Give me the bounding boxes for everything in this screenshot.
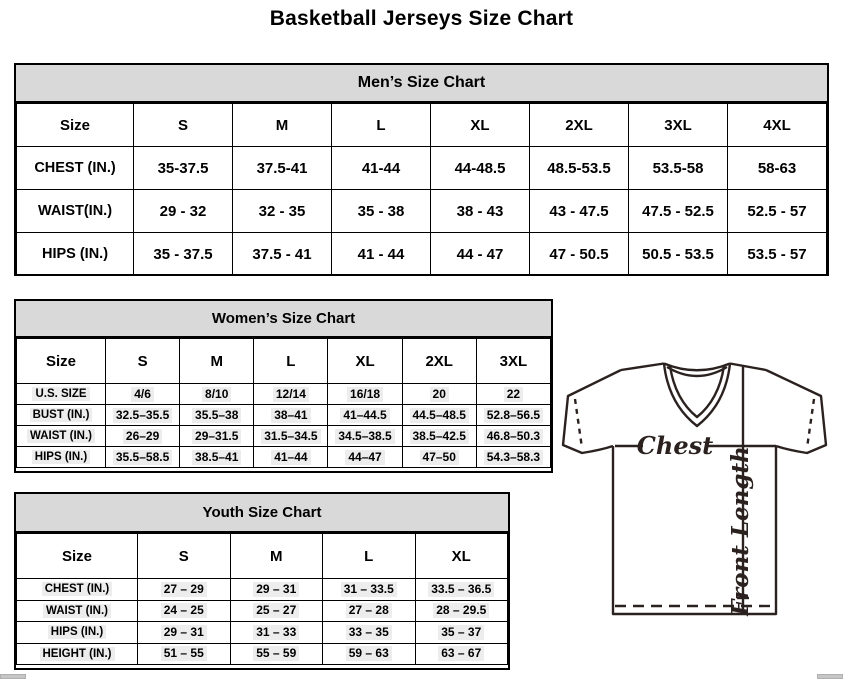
row-label: WAIST(IN.): [17, 190, 134, 233]
row-label: HIPS (IN.): [17, 233, 134, 276]
womens-column-header: XL: [328, 339, 402, 384]
size-value-cell: 53.5 - 57: [728, 233, 827, 276]
mens-data-row: [17, 190, 827, 233]
page-title: Basketball Jerseys Size Chart: [269, 7, 574, 30]
size-value-cell: 41 - 44: [332, 233, 431, 276]
row-label: WAIST (IN.): [17, 426, 106, 447]
mens-column-header: 3XL: [629, 104, 728, 147]
size-value-cell: 16/18: [328, 384, 402, 405]
size-value-cell: 29 – 31: [230, 579, 323, 601]
youth-data-row: [17, 622, 508, 644]
mens-size-table: [16, 103, 827, 276]
mens-header-row: [17, 104, 827, 147]
mens-data-row: [17, 233, 827, 276]
youth-size-chart: [14, 492, 510, 670]
size-value-cell: 35 – 37: [415, 622, 508, 644]
size-value-cell: 41-44: [332, 147, 431, 190]
mens-column-header: M: [233, 104, 332, 147]
size-value-cell: 26–29: [106, 426, 180, 447]
size-value-cell: 53.5-58: [629, 147, 728, 190]
mens-column-header: 4XL: [728, 104, 827, 147]
size-value-cell: 46.8–50.3: [476, 426, 550, 447]
size-value-cell: 35 - 38: [332, 190, 431, 233]
size-value-cell: 38.5–41: [180, 447, 254, 468]
row-label: CHEST (IN.): [17, 147, 134, 190]
womens-column-header: 2XL: [402, 339, 476, 384]
youth-size-table: [16, 533, 508, 665]
jersey-cuff-dash-left: [575, 399, 582, 448]
size-value-cell: 35.5–38: [180, 405, 254, 426]
youth-size-header: Size: [17, 534, 138, 579]
size-value-cell: 33.5 – 36.5: [415, 579, 508, 601]
size-value-cell: 31 – 33.5: [323, 579, 416, 601]
row-label: U.S. SIZE: [17, 384, 106, 405]
jersey-sleeve-left: [563, 370, 621, 453]
size-value-cell: 52.8–56.5: [476, 405, 550, 426]
womens-size-chart: [14, 299, 553, 473]
jersey-shoulder-right: [730, 364, 766, 371]
size-value-cell: 41–44: [254, 447, 328, 468]
size-value-cell: 22: [476, 384, 550, 405]
womens-chart-title: Women’s Size Chart: [16, 301, 551, 338]
size-value-cell: 44 - 47: [431, 233, 530, 276]
womens-size-header: Size: [17, 339, 106, 384]
mens-chart-title: Men’s Size Chart: [16, 65, 827, 103]
size-value-cell: 48.5-53.5: [530, 147, 629, 190]
size-value-cell: 33 – 35: [323, 622, 416, 644]
size-value-cell: 55 – 59: [230, 643, 323, 665]
youth-column-header: S: [138, 534, 231, 579]
size-value-cell: 63 – 67: [415, 643, 508, 665]
size-value-cell: 44-48.5: [431, 147, 530, 190]
womens-column-header: L: [254, 339, 328, 384]
womens-data-row: [17, 426, 551, 447]
womens-size-table: [16, 338, 551, 468]
size-value-cell: 20: [402, 384, 476, 405]
size-value-cell: 47.5 - 52.5: [629, 190, 728, 233]
size-value-cell: 34.5–38.5: [328, 426, 402, 447]
womens-data-row: [17, 405, 551, 426]
row-label: WAIST (IN.): [17, 600, 138, 622]
size-value-cell: 29 – 31: [138, 622, 231, 644]
jersey-cuff-dash-right: [807, 399, 814, 448]
size-value-cell: 27 – 29: [138, 579, 231, 601]
youth-column-header: XL: [415, 534, 508, 579]
size-value-cell: 29 - 32: [134, 190, 233, 233]
size-value-cell: 52.5 - 57: [728, 190, 827, 233]
youth-column-header: L: [323, 534, 416, 579]
size-value-cell: 59 – 63: [323, 643, 416, 665]
size-value-cell: 43 - 47.5: [530, 190, 629, 233]
size-value-cell: 4/6: [106, 384, 180, 405]
chest-label: Chest: [636, 431, 714, 460]
size-value-cell: 37.5-41: [233, 147, 332, 190]
youth-chart-title: Youth Size Chart: [16, 494, 508, 533]
size-value-cell: 24 – 25: [138, 600, 231, 622]
size-value-cell: 12/14: [254, 384, 328, 405]
mens-size-header: Size: [17, 104, 134, 147]
womens-column-header: M: [180, 339, 254, 384]
row-label: HEIGHT (IN.): [17, 643, 138, 665]
size-value-cell: 25 – 27: [230, 600, 323, 622]
jersey-measurement-diagram: [561, 356, 835, 626]
size-value-cell: 37.5 - 41: [233, 233, 332, 276]
size-value-cell: 54.3–58.3: [476, 447, 550, 468]
mens-column-header: S: [134, 104, 233, 147]
row-label: HIPS (IN.): [17, 622, 138, 644]
front-length-label: Front Length: [727, 446, 754, 616]
scrollbar-fragment-right[interactable]: [817, 674, 843, 679]
youth-data-row: [17, 600, 508, 622]
womens-column-header: S: [106, 339, 180, 384]
size-value-cell: 38 - 43: [431, 190, 530, 233]
size-value-cell: 32 - 35: [233, 190, 332, 233]
size-value-cell: 35-37.5: [134, 147, 233, 190]
jersey-sleeve-right: [766, 370, 826, 453]
size-value-cell: 38.5–42.5: [402, 426, 476, 447]
youth-column-header: M: [230, 534, 323, 579]
youth-header-row: [17, 534, 508, 579]
size-value-cell: 47 - 50.5: [530, 233, 629, 276]
womens-column-header: 3XL: [476, 339, 550, 384]
mens-column-header: L: [332, 104, 431, 147]
size-value-cell: 44–47: [328, 447, 402, 468]
womens-data-row: [17, 384, 551, 405]
size-value-cell: 51 – 55: [138, 643, 231, 665]
size-value-cell: 44.5–48.5: [402, 405, 476, 426]
jersey-collar-arc-1: [664, 364, 730, 371]
size-value-cell: 35.5–58.5: [106, 447, 180, 468]
mens-data-row: [17, 147, 827, 190]
youth-data-row: [17, 643, 508, 665]
row-label: BUST (IN.): [17, 405, 106, 426]
youth-data-row: [17, 579, 508, 601]
scrollbar-fragment-left[interactable]: [0, 674, 26, 679]
size-value-cell: 28 – 29.5: [415, 600, 508, 622]
size-value-cell: 50.5 - 53.5: [629, 233, 728, 276]
size-value-cell: 38–41: [254, 405, 328, 426]
size-value-cell: 8/10: [180, 384, 254, 405]
size-value-cell: 29–31.5: [180, 426, 254, 447]
mens-column-header: XL: [431, 104, 530, 147]
size-value-cell: 41–44.5: [328, 405, 402, 426]
size-value-cell: 58-63: [728, 147, 827, 190]
size-value-cell: 27 – 28: [323, 600, 416, 622]
size-value-cell: 31.5–34.5: [254, 426, 328, 447]
size-value-cell: 31 – 33: [230, 622, 323, 644]
womens-data-row: [17, 447, 551, 468]
mens-size-chart: [14, 63, 829, 276]
jersey-shoulder-left: [621, 364, 664, 371]
size-value-cell: 32.5–35.5: [106, 405, 180, 426]
mens-column-header: 2XL: [530, 104, 629, 147]
womens-header-row: [17, 339, 551, 384]
row-label: HIPS (IN.): [17, 447, 106, 468]
size-value-cell: 35 - 37.5: [134, 233, 233, 276]
size-value-cell: 47–50: [402, 447, 476, 468]
row-label: CHEST (IN.): [17, 579, 138, 601]
